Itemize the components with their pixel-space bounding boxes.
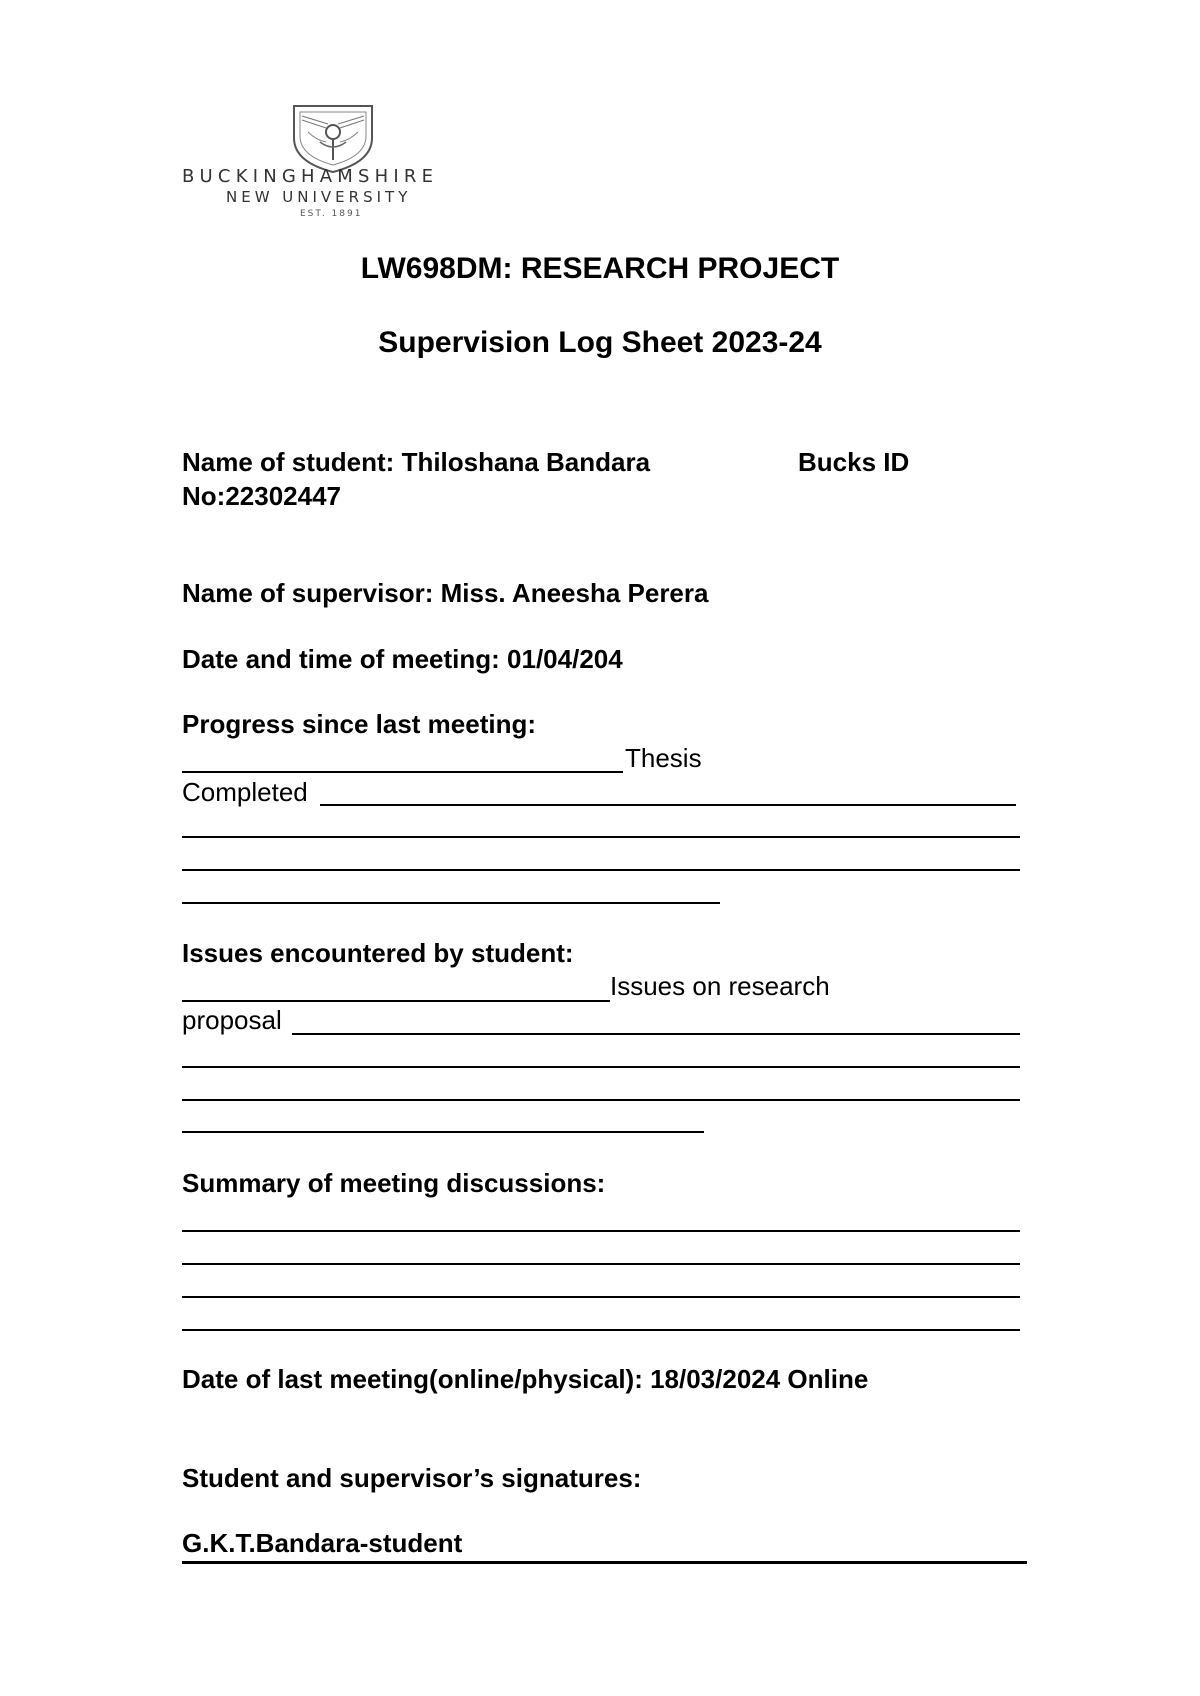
answer-line bbox=[182, 1000, 610, 1002]
logo-text-line2: NEW UNIVERSITY bbox=[226, 188, 412, 206]
issues-label: Issues encountered by student: bbox=[182, 938, 574, 968]
answer-line bbox=[182, 1066, 1020, 1068]
bucks-id-label: Bucks ID bbox=[798, 447, 910, 477]
signature-line bbox=[182, 1561, 1027, 1564]
progress-answer-part2: Completed bbox=[182, 777, 308, 807]
issues-answer-part2: proposal bbox=[182, 1005, 282, 1035]
answer-line bbox=[182, 836, 1020, 838]
last-meeting-date: Date of last meeting(online/physical): 18/03/2024 Online bbox=[182, 1364, 869, 1394]
answer-line bbox=[182, 1131, 704, 1133]
bucks-id-value: No:22302447 bbox=[182, 481, 341, 511]
answer-line bbox=[182, 1230, 1020, 1232]
logo-text-line1: BUCKINGHAMSHIRE bbox=[182, 166, 439, 187]
progress-label: Progress since last meeting: bbox=[182, 709, 537, 739]
answer-line bbox=[182, 902, 720, 904]
meeting-date: Date and time of meeting: 01/04/204 bbox=[182, 644, 623, 674]
answer-line bbox=[182, 771, 623, 773]
answer-line bbox=[182, 1099, 1020, 1101]
answer-line bbox=[182, 1296, 1020, 1298]
issues-answer-part1: Issues on research bbox=[610, 971, 830, 1001]
progress-answer-part1: Thesis bbox=[625, 743, 702, 773]
answer-line bbox=[182, 1263, 1020, 1265]
student-name: Name of student: Thiloshana Bandara bbox=[182, 447, 651, 477]
crest-icon bbox=[290, 102, 376, 174]
summary-label: Summary of meeting discussions: bbox=[182, 1168, 606, 1198]
course-title: LW698DM: RESEARCH PROJECT bbox=[360, 252, 840, 285]
supervisor-name: Name of supervisor: Miss. Aneesha Perera bbox=[182, 578, 709, 608]
answer-line bbox=[182, 869, 1020, 871]
answer-line bbox=[292, 1033, 1020, 1035]
signatures-label: Student and supervisor’s signatures: bbox=[182, 1463, 642, 1493]
sheet-title: Supervision Log Sheet 2023-24 bbox=[378, 326, 822, 359]
answer-line bbox=[182, 1329, 1020, 1331]
student-signature: G.K.T.Bandara-student bbox=[182, 1528, 463, 1558]
answer-line bbox=[320, 804, 1016, 806]
logo-text-line3: EST. 1891 bbox=[300, 209, 363, 219]
